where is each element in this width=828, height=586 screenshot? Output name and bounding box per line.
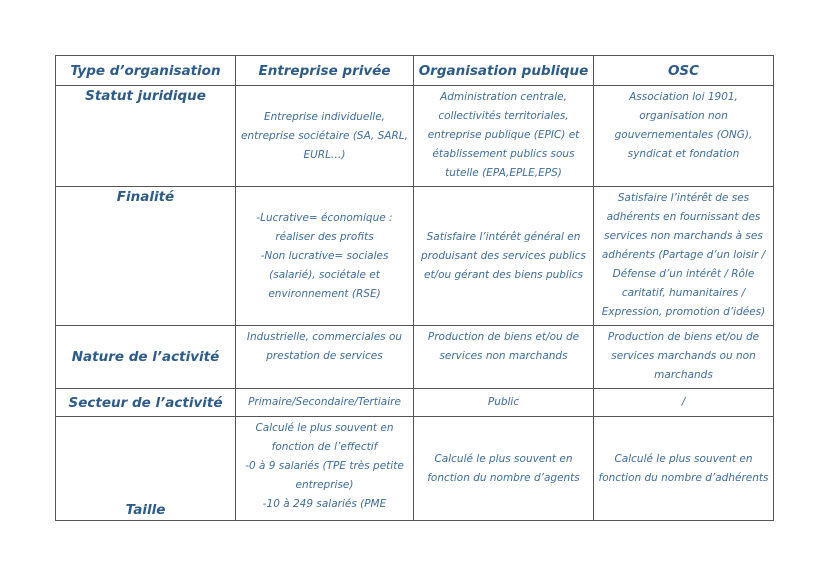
organisation-comparison-table [55,55,774,521]
cell-secteur-entreprise: Primaire/Secondaire/Tertiaire [236,389,414,417]
row-label-taille: Taille [56,417,236,521]
cell-statut-osc: Association loi 1901, organisation non gouvernementales (ONG), syndicat et fondation [594,86,774,187]
taille-pme-text: -10 à 249 salariés (PME [262,498,387,510]
cell-taille-entreprise [236,417,414,521]
cell-nature-publique: Production de biens et/ou de services non marchands [414,326,594,389]
cell-nature-entreprise: Industrielle, commerciales ou prestation de services [236,326,414,389]
taille-entreprise-content [240,419,409,518]
taille-effectif-text: Calculé le plus souvent en fonction de l’effectif [255,422,394,453]
finalite-lucrative-text: -Lucrative= économique : réaliser des profits [256,211,393,243]
row-finalite [56,187,774,326]
header-type-organisation: Type d’organisation [56,56,236,86]
cell-secteur-publique: Public [414,389,594,417]
cell-statut-publique: Administration centrale, collectivités territoriales, entreprise publique (EPIC) et établissement publics sous tutelle (EPA,EPLE,EPS) [414,86,594,187]
cell-finalite-osc: Satisfaire l’intérêt de ses adhérents en fournissant des services non marchands à ses adhérents (Partage d’un loisir / Défense d’un intérêt / Rôle caritatif, humanitaires / Expression, promotion d’idées) [594,187,774,326]
cell-taille-osc: Calculé le plus souvent en fonction du nombre d’adhérents [594,417,774,521]
row-taille [56,417,774,521]
row-label-finalite: Finalité [56,187,236,326]
row-statut-juridique [56,86,774,187]
cell-nature-osc: Production de biens et/ou de services marchands ou non marchands [594,326,774,389]
taille-tpe-text: -0 à 9 salariés (TPE très petite entreprise) [245,460,404,491]
header-entreprise-privee: Entreprise privée [236,56,414,86]
finalite-non-lucrative-text: -Non lucrative= sociales (salarié), sociétale et environnement (RSE) [260,249,389,300]
cell-secteur-osc: / [594,389,774,417]
row-secteur-activite [56,389,774,417]
row-label-secteur-activite: Secteur de l’activité [56,389,236,417]
row-nature-activite [56,326,774,389]
cell-finalite-entreprise [236,187,414,326]
cell-finalite-publique: Satisfaire l’intérêt général en produisant des services publics et/ou gérant des biens publics [414,187,594,326]
header-row [56,56,774,86]
cell-statut-entreprise: Entreprise individuelle, entreprise sociétaire (SA, SARL, EURL…) [236,86,414,187]
header-organisation-publique: Organisation publique [414,56,594,86]
cell-taille-publique: Calculé le plus souvent en fonction du nombre d’agents [414,417,594,521]
row-label-nature-activite: Nature de l’activité [56,326,236,389]
row-label-statut-juridique: Statut juridique [56,86,236,187]
header-osc: OSC [594,56,774,86]
